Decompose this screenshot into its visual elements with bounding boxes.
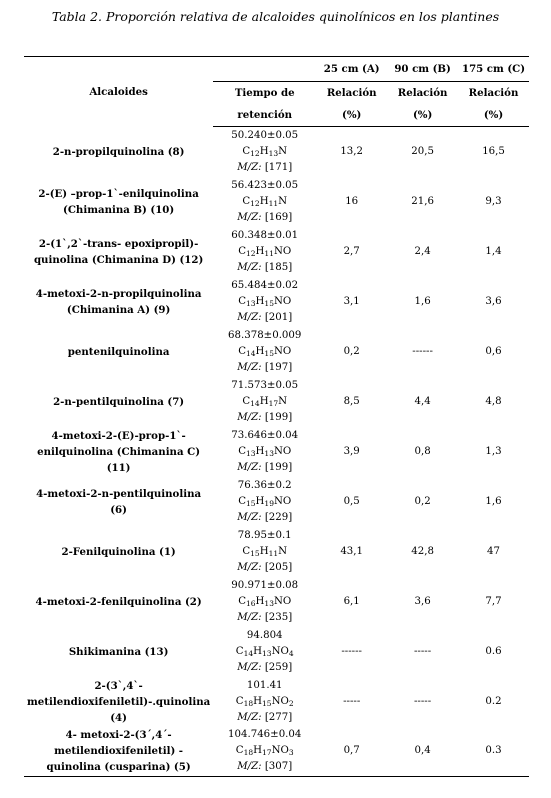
formula-element: H	[253, 695, 263, 707]
mz-label: M/Z:	[237, 761, 262, 773]
retention-cell	[213, 627, 316, 677]
mz-value: [171]	[261, 161, 293, 173]
header-row-1	[24, 57, 529, 82]
relacion-c-value: 0.3	[458, 727, 529, 777]
retention-time: 101.41	[246, 679, 283, 691]
formula-subscript: 13	[268, 148, 279, 158]
mz-label: M/Z:	[237, 161, 262, 173]
formula-subscript: 16	[245, 598, 256, 608]
formula-element: H	[255, 445, 265, 457]
header-175cm: 175 cm (C)	[458, 57, 529, 82]
formula-subscript: 13	[245, 448, 256, 458]
relacion-c-value: 0.6	[485, 645, 502, 657]
header-tiempo-l1: Tiempo de	[234, 87, 295, 99]
molecular-formula	[242, 546, 287, 557]
formula-element: NO	[271, 695, 289, 707]
formula-element: C	[238, 245, 246, 257]
alkaloid-name: pentenilquinolina	[67, 345, 170, 358]
mz-value: [199]	[261, 461, 293, 473]
formula-subscript: 13	[262, 648, 272, 658]
formula-subscript: 15	[245, 498, 256, 508]
mz-label: M/Z:	[237, 711, 262, 723]
relacion-a-value: 43,1	[340, 545, 364, 557]
mz-value: [197]	[261, 361, 293, 373]
table-row	[24, 227, 529, 277]
retention-time: 56.423±0.05	[231, 179, 299, 191]
relacion-c-value: 4,8	[485, 395, 502, 407]
relacion-b-value: 0,2	[414, 495, 431, 507]
molecular-formula	[236, 696, 294, 707]
retention-cell	[213, 327, 316, 377]
mz-value: [259]	[261, 661, 293, 673]
table-row	[24, 277, 529, 327]
mz-value: [235]	[261, 611, 293, 623]
formula-subscript: 12	[245, 248, 256, 258]
relacion-label: Relación	[326, 87, 377, 99]
formula-subscript: 13	[245, 298, 256, 308]
relacion-a-value: 3,9	[343, 445, 360, 457]
formula-element: C	[242, 545, 251, 557]
formula-subscript: 2	[288, 698, 294, 708]
header-tiempo-l2: retención	[237, 109, 293, 121]
retention-cell	[213, 427, 316, 477]
molecular-formula	[236, 646, 294, 657]
formula-subscript: 18	[243, 698, 254, 708]
mz-label: M/Z:	[237, 411, 262, 423]
mz-value: [229]	[261, 511, 293, 523]
mz-value: [199]	[261, 411, 293, 423]
relacion-a-value: 16	[345, 195, 359, 207]
relacion-a-value: 3,1	[343, 295, 360, 307]
relacion-label: Relación	[397, 87, 448, 99]
retention-time: 90.971±0.08	[231, 579, 299, 591]
retention-time: 50.240±0.05	[231, 129, 299, 141]
alkaloid-name: 4-metoxi-2-(E)-prop-1`-enilquinolina (Chimanina C) (11)	[37, 429, 201, 474]
mz-value: [277]	[261, 711, 293, 723]
molecular-formula	[238, 446, 291, 457]
formula-element: NO	[271, 745, 289, 757]
molecular-formula	[238, 496, 291, 507]
molecular-formula	[236, 745, 294, 756]
formula-subscript: 3	[288, 748, 294, 758]
formula-subscript: 14	[245, 348, 256, 358]
formula-element: H	[255, 245, 265, 257]
formula-element: C	[238, 495, 246, 507]
relacion-b-value: 3,6	[414, 595, 431, 607]
molecular-formula	[242, 396, 287, 407]
formula-element: H	[259, 195, 269, 207]
relacion-c-value: 1,6	[485, 495, 502, 507]
formula-element: NO	[273, 295, 292, 307]
table-row	[24, 377, 529, 427]
retention-time: 104.746±0.04	[228, 729, 302, 741]
formula-subscript: 4	[288, 648, 294, 658]
table-body	[24, 127, 529, 777]
molecular-formula	[238, 296, 291, 307]
relacion-c-value: 1,3	[485, 445, 502, 457]
formula-element: C	[235, 695, 244, 707]
relacion-b-value: 2,4	[414, 245, 431, 257]
molecular-formula	[242, 196, 287, 207]
retention-time: 76.36±0.2	[237, 479, 292, 491]
mz-label: M/Z:	[237, 211, 262, 223]
formula-subscript: 18	[243, 748, 254, 758]
formula-element: NO	[273, 495, 292, 507]
formula-subscript: 19	[264, 498, 274, 508]
formula-subscript: 11	[264, 248, 274, 258]
formula-element: NO	[273, 245, 292, 257]
table-row	[24, 627, 529, 677]
pct-label: (%)	[483, 109, 504, 121]
formula-subscript: 14	[243, 648, 254, 658]
formula-element: H	[253, 645, 263, 657]
relacion-b-value: 20,5	[411, 145, 434, 157]
retention-cell	[213, 277, 316, 327]
formula-element: C	[242, 195, 251, 207]
table-row	[24, 527, 529, 577]
relacion-a-value: 8,5	[343, 395, 360, 407]
mz-label: M/Z:	[237, 311, 262, 323]
formula-element: H	[255, 345, 265, 357]
formula-element: C	[238, 445, 246, 457]
formula-element: C	[238, 595, 246, 607]
relacion-a-value: 6,1	[343, 595, 360, 607]
relacion-label: Relación	[468, 87, 519, 99]
table-caption: Tabla 2. Proporción relativa de alcaloides quinolínicos en los plantines	[51, 9, 500, 24]
relacion-c-value: 9,3	[485, 195, 502, 207]
formula-element: NO	[273, 595, 292, 607]
relacion-a-value: 0,7	[316, 727, 387, 777]
relacion-a-value: 13,2	[340, 145, 364, 157]
retention-time: 94.804	[246, 629, 283, 641]
retention-cell	[213, 577, 316, 627]
retention-cell	[213, 127, 316, 177]
retention-time: 65.484±0.02	[231, 279, 299, 291]
relacion-c-value: 3,6	[485, 295, 502, 307]
formula-subscript: 11	[268, 198, 279, 208]
formula-element: C	[238, 295, 246, 307]
relacion-c-value: 1,4	[485, 245, 502, 257]
alkaloid-name: 2-(1`,2`-trans- epoxipropil)-quinolina (Chimanina D) (12)	[33, 237, 204, 266]
mz-label: M/Z:	[237, 361, 262, 373]
table-row	[24, 427, 529, 477]
relacion-b-value: -----	[413, 695, 432, 707]
formula-element: NO	[273, 345, 292, 357]
formula-element: H	[259, 545, 269, 557]
relacion-b-value: 4,4	[414, 395, 431, 407]
table-row	[24, 177, 529, 227]
formula-element: NO	[273, 445, 292, 457]
formula-subscript: 12	[250, 198, 260, 208]
relacion-b-value: 42,8	[411, 545, 434, 557]
formula-subscript: 11	[268, 548, 279, 558]
retention-time: 68.378±0.009	[228, 329, 302, 341]
table-row	[24, 127, 529, 177]
mz-label: M/Z:	[237, 561, 262, 573]
header-relacion-b	[387, 82, 458, 127]
mz-label: M/Z:	[237, 611, 262, 623]
formula-subscript: 15	[264, 348, 274, 358]
retention-cell	[213, 227, 316, 277]
formula-element: N	[278, 195, 288, 207]
pct-label: (%)	[342, 109, 362, 121]
mz-value: [205]	[261, 561, 293, 573]
formula-element: H	[255, 595, 265, 607]
retention-time: 73.646±0.04	[231, 429, 299, 441]
retention-cell	[213, 677, 316, 727]
formula-element: NO	[271, 645, 289, 657]
formula-element: N	[278, 545, 288, 557]
alkaloid-name: Shikimanina (13)	[68, 645, 169, 658]
mz-value: [169]	[261, 211, 293, 223]
relacion-a-value: -----	[343, 695, 361, 707]
formula-subscript: 15	[262, 698, 272, 708]
alkaloid-name: 2-n-propilquinolina (8)	[52, 145, 185, 158]
header-relacion-c	[458, 82, 529, 127]
relacion-c-value: 16,5	[482, 145, 505, 157]
relacion-c-value: 0.2	[485, 695, 502, 707]
formula-element: C	[238, 345, 246, 357]
formula-element: H	[259, 145, 269, 157]
formula-subscript: 17	[262, 748, 272, 758]
formula-element: C	[242, 395, 251, 407]
retention-time: 71.573±0.05	[231, 379, 299, 391]
header-90cm: 90 cm (B)	[387, 57, 458, 82]
formula-element: H	[255, 295, 265, 307]
alkaloid-name: 4-metoxi-2-n-propilquinolina (Chimanina A) (9)	[35, 287, 202, 316]
alkaloid-name: 2-(3`,4`-metilendioxifeniletil)-.quinolina (4)	[27, 679, 211, 724]
relacion-b-value: 21,6	[411, 195, 434, 207]
table-row	[24, 727, 529, 777]
formula-element: C	[235, 645, 244, 657]
header-relacion-a	[316, 82, 387, 127]
formula-element: C	[235, 745, 244, 757]
formula-subscript: 12	[250, 148, 260, 158]
relacion-c-value: 0,6	[485, 345, 502, 357]
formula-element: H	[255, 495, 265, 507]
formula-subscript: 13	[264, 448, 274, 458]
alkaloid-name: 4- metoxi-2-(3´,4´-metilendioxifeniletil) - quinolina (cusparina) (5)	[24, 727, 213, 777]
alkaloid-name: 4-metoxi-2-n-pentilquinolina (6)	[36, 487, 202, 516]
table-row	[24, 327, 529, 377]
alkaloid-name: 2-Fenilquinolina (1)	[61, 545, 176, 558]
table-row	[24, 477, 529, 527]
mz-label: M/Z:	[237, 661, 262, 673]
table-row	[24, 677, 529, 727]
header-tiempo	[213, 82, 316, 127]
relacion-b-value: 0,4	[387, 727, 458, 777]
relacion-a-value: ------	[341, 645, 362, 657]
formula-element: H	[259, 395, 269, 407]
formula-element: C	[242, 145, 251, 157]
formula-subscript: 14	[250, 398, 260, 408]
relacion-b-value: 0,8	[414, 445, 431, 457]
alkaloid-table	[24, 56, 529, 777]
formula-subscript: 13	[264, 598, 274, 608]
mz-value: [201]	[261, 311, 293, 323]
header-25cm: 25 cm (A)	[316, 57, 387, 82]
alkaloid-name: 2-n-pentilquinolina (7)	[53, 395, 185, 408]
retention-cell	[213, 727, 316, 777]
alkaloid-name: 4-metoxi-2-fenilquinolina (2)	[35, 595, 202, 608]
retention-time: 78.95±0.1	[237, 529, 292, 541]
molecular-formula	[238, 346, 291, 357]
relacion-a-value: 2,7	[343, 245, 360, 257]
mz-value: [307]	[261, 761, 293, 773]
molecular-formula	[242, 146, 287, 157]
pct-label: (%)	[412, 109, 433, 121]
relacion-b-value: ------	[412, 345, 433, 357]
formula-element: H	[253, 745, 263, 757]
alkaloid-name: 2-(E) –prop-1`-enilquinolina (Chimanina B) (10)	[38, 187, 199, 216]
retention-cell	[213, 177, 316, 227]
formula-subscript: 17	[268, 398, 279, 408]
retention-time: 60.348±0.01	[231, 229, 299, 241]
mz-value: [185]	[261, 261, 293, 273]
molecular-formula	[238, 246, 291, 257]
retention-cell	[213, 377, 316, 427]
relacion-c-value: 7,7	[485, 595, 502, 607]
relacion-b-value: 1,6	[414, 295, 431, 307]
header-alcaloides: Alcaloides	[24, 57, 213, 127]
formula-subscript: 15	[250, 548, 260, 558]
formula-element: N	[278, 395, 288, 407]
formula-subscript: 15	[264, 298, 274, 308]
relacion-b-value: -----	[413, 645, 432, 657]
relacion-a-value: 0,5	[343, 495, 360, 507]
molecular-formula	[238, 596, 291, 607]
retention-cell	[213, 527, 316, 577]
relacion-c-value: 47	[487, 545, 501, 557]
mz-label: M/Z:	[237, 511, 262, 523]
table-row	[24, 577, 529, 627]
mz-label: M/Z:	[237, 461, 262, 473]
retention-cell	[213, 477, 316, 527]
mz-label: M/Z:	[237, 261, 262, 273]
header-empty	[213, 57, 316, 82]
relacion-a-value: 0,2	[343, 345, 360, 357]
formula-element: N	[278, 145, 288, 157]
